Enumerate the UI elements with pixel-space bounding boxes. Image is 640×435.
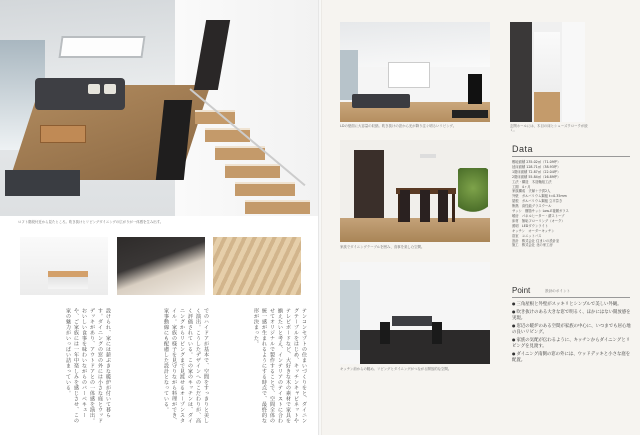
data-item: 断熱 高性能グラスウール xyxy=(512,204,552,209)
data-divider xyxy=(512,156,630,157)
point-heading: Point xyxy=(512,286,531,295)
photo-floating-shelf xyxy=(20,237,108,295)
caption-living: LDの壁面に大容量の収納。吹き抜けの窓から光が降り注ぐ明るいリビング。 xyxy=(340,124,457,128)
point-item: ● 三角屋根と外壁がスッキリとシンプルで美しい外観。 xyxy=(512,301,634,309)
body-column-3: 設けられ、家には薪ぶきな暖炉が付いて暮らす。ダイニングの窓の外には小さな庭とウッドデッキがあり、アウトドアとの一体感を演出。おいしい食事を味わいながらのバーベキューや、ご家族には一年中楽しみを感じさせ、この家の魅力がいっぱい詰まっている。 xyxy=(65,308,111,424)
data-item: 工法・構造 木造軸組工法 xyxy=(512,179,552,184)
photo-wood-floor xyxy=(213,237,301,295)
data-item: 家族構成 夫婦＋子供2人 xyxy=(512,189,551,194)
body-column-1: テンコンセプトの住まいづくりをと、ダイニングテーブルをはじめ、キッチンキャビネットやテレビボードなど、大好きな木の素材で家具を揃えたいと考え、インテリアのテイストに合わせてオリジナルで製作することで、空間全体の統一感が生まれるようにする時点で、最終的な形が決まった。 xyxy=(253,308,307,424)
photo-entrance-hall xyxy=(510,22,585,122)
caption-kitchen: キッチン前からの眺め。リビングとダイニングがつながる開放的な空間。 xyxy=(340,367,452,371)
data-item: 工期 4ヶ月 xyxy=(512,184,531,189)
data-item: 延床面積 128.71㎡（38.93坪） xyxy=(512,164,561,169)
data-item: 屋根 ガルバリウム鋼板 立平葺き xyxy=(512,199,563,204)
point-item: ● 窓辺の暖炉のある空間が家族の中心に、いつまでも居心地の良いリビング。 xyxy=(512,323,634,337)
point-subheading: 設計のポイント xyxy=(545,289,571,293)
point-item: ● 家族の気配が伝わるように、キッチンからダイニングとリビングを見渡す。 xyxy=(512,337,634,351)
photo-wall-detail xyxy=(117,237,205,295)
data-item: 床材 無垢フローリング（オーク） xyxy=(512,218,565,223)
point-list xyxy=(512,301,634,365)
data-item: 2階床面積 55.84㎡（16.89坪） xyxy=(512,174,561,179)
data-list xyxy=(512,160,634,248)
photo-kitchen-view xyxy=(340,262,490,364)
caption-dining: 家族でダイニングテーブルを囲み、食事を楽しむ空間。 xyxy=(340,245,425,249)
data-item: 浴室 ユニットバス xyxy=(512,233,542,238)
point-item: ● ダイニング南側の窓の外には、ウッドデッキと小さな庭を配置。 xyxy=(512,351,634,365)
point-item: ● 吹き抜けのある大きな窓で明るく、ほかにはない開放感を実現。 xyxy=(512,309,634,323)
data-item: 外壁 ガルバリウム鋼板 t=0.35mm xyxy=(512,194,567,199)
data-item: 1階床面積 72.87㎡（22.04坪） xyxy=(512,169,561,174)
hero-caption: ロフト階段付近から見たところ。吹き抜けとリビングダイニングの広がりが一体感を生み出す。 xyxy=(18,220,164,224)
data-item: 設計 株式会社 住まいの設計室 xyxy=(512,238,560,243)
photo-dining xyxy=(340,140,490,242)
data-item: 暖房 パネルヒーター・薪ストーブ xyxy=(512,213,565,218)
data-item: キッチン オーダーキッチン xyxy=(512,228,555,233)
article-body xyxy=(18,308,308,428)
data-heading: Data xyxy=(512,144,534,154)
data-item: 照明 LEDダウンライト xyxy=(512,223,549,228)
photo-living-room xyxy=(340,22,490,122)
point-divider xyxy=(512,297,630,298)
caption-hall: 玄関ホールには、木目の床とシューズクロークが続く。 xyxy=(510,124,588,133)
data-item: サッシ 樹脂サッシ Low-E複層ガラス xyxy=(512,209,569,214)
data-item: 敷地面積 235.02㎡（71.09坪） xyxy=(512,160,561,164)
data-item: 施工 株式会社 北の家工房 xyxy=(512,243,553,248)
hero-photo-living-room xyxy=(0,0,320,216)
body-column-2: でのハイドアが基本で、空間をすっきりと美しく演出。こうしたデザインへのこだわりが、高く評価されている。この家のキッチンは、ダイニングからリビングまで見渡せるオープンスタイル。家族の様子を見守りながら料理ができ、家事動線にも配慮した設計となっている。 xyxy=(163,308,209,424)
